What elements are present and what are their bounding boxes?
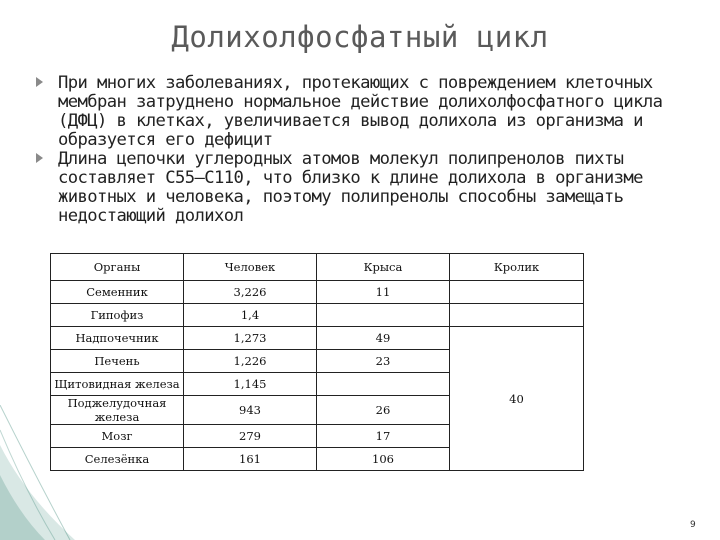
rat-value-cell: 26 <box>317 396 450 425</box>
bullet-item <box>36 150 696 226</box>
table-row <box>51 304 584 327</box>
human-value-cell: 1,145 <box>184 373 317 396</box>
table-header-row <box>51 254 584 281</box>
header-cell-human: Человек <box>184 254 317 281</box>
rat-value-cell <box>317 373 450 396</box>
rabbit-value-cell: 40 <box>450 327 584 471</box>
human-value-cell: 3,226 <box>184 281 317 304</box>
bullet-list <box>36 74 696 226</box>
slide-title: Долихолфосфатный цикл <box>171 20 549 54</box>
organ-cell: Семенник <box>51 281 184 304</box>
table-row <box>51 327 584 350</box>
bullet-item <box>36 74 696 150</box>
triangle-bullet-icon <box>36 77 43 87</box>
rat-value-cell: 17 <box>317 425 450 448</box>
organ-cell: Поджелудочная железа <box>51 396 184 425</box>
human-value-cell: 1,226 <box>184 350 317 373</box>
organ-cell: Надпочечник <box>51 327 184 350</box>
organ-cell: Щитовидная железа <box>51 373 184 396</box>
bullet-text: Длина цепочки углеродных атомов молекул полипренолов пихты составляет С55–С110, что близко к длине долихола в организме животных и человека, поэтому полипренолы способны замещать недостающий долихол <box>58 149 643 226</box>
corner-decoration <box>0 405 80 540</box>
rat-value-cell <box>317 304 450 327</box>
triangle-bullet-icon <box>36 153 43 163</box>
organ-cell: Селезёнка <box>51 448 184 471</box>
human-value-cell: 943 <box>184 396 317 425</box>
header-cell-organs: Органы <box>51 254 184 281</box>
header-cell-rabbit: Кролик <box>450 254 584 281</box>
organ-cell: Печень <box>51 350 184 373</box>
dolichol-table <box>50 253 584 471</box>
human-value-cell: 1,273 <box>184 327 317 350</box>
rabbit-value-cell <box>450 304 584 327</box>
human-value-cell: 161 <box>184 448 317 471</box>
organ-cell: Гипофиз <box>51 304 184 327</box>
rabbit-value-cell <box>450 281 584 304</box>
human-value-cell: 1,4 <box>184 304 317 327</box>
table-row <box>51 281 584 304</box>
rat-value-cell: 106 <box>317 448 450 471</box>
rat-value-cell: 11 <box>317 281 450 304</box>
header-cell-rat: Крыса <box>317 254 450 281</box>
organ-cell: Мозг <box>51 425 184 448</box>
page-number: 9 <box>690 520 696 530</box>
human-value-cell: 279 <box>184 425 317 448</box>
rat-value-cell: 23 <box>317 350 450 373</box>
bullet-text: При многих заболеваниях, протекающих с повреждением клеточных мембран затруднено нормальное действие долихолфосфатного цикла (ДФЦ) в клетках, увеличивается вывод долихола из организма и образуется его дефицит <box>58 73 663 150</box>
rat-value-cell: 49 <box>317 327 450 350</box>
